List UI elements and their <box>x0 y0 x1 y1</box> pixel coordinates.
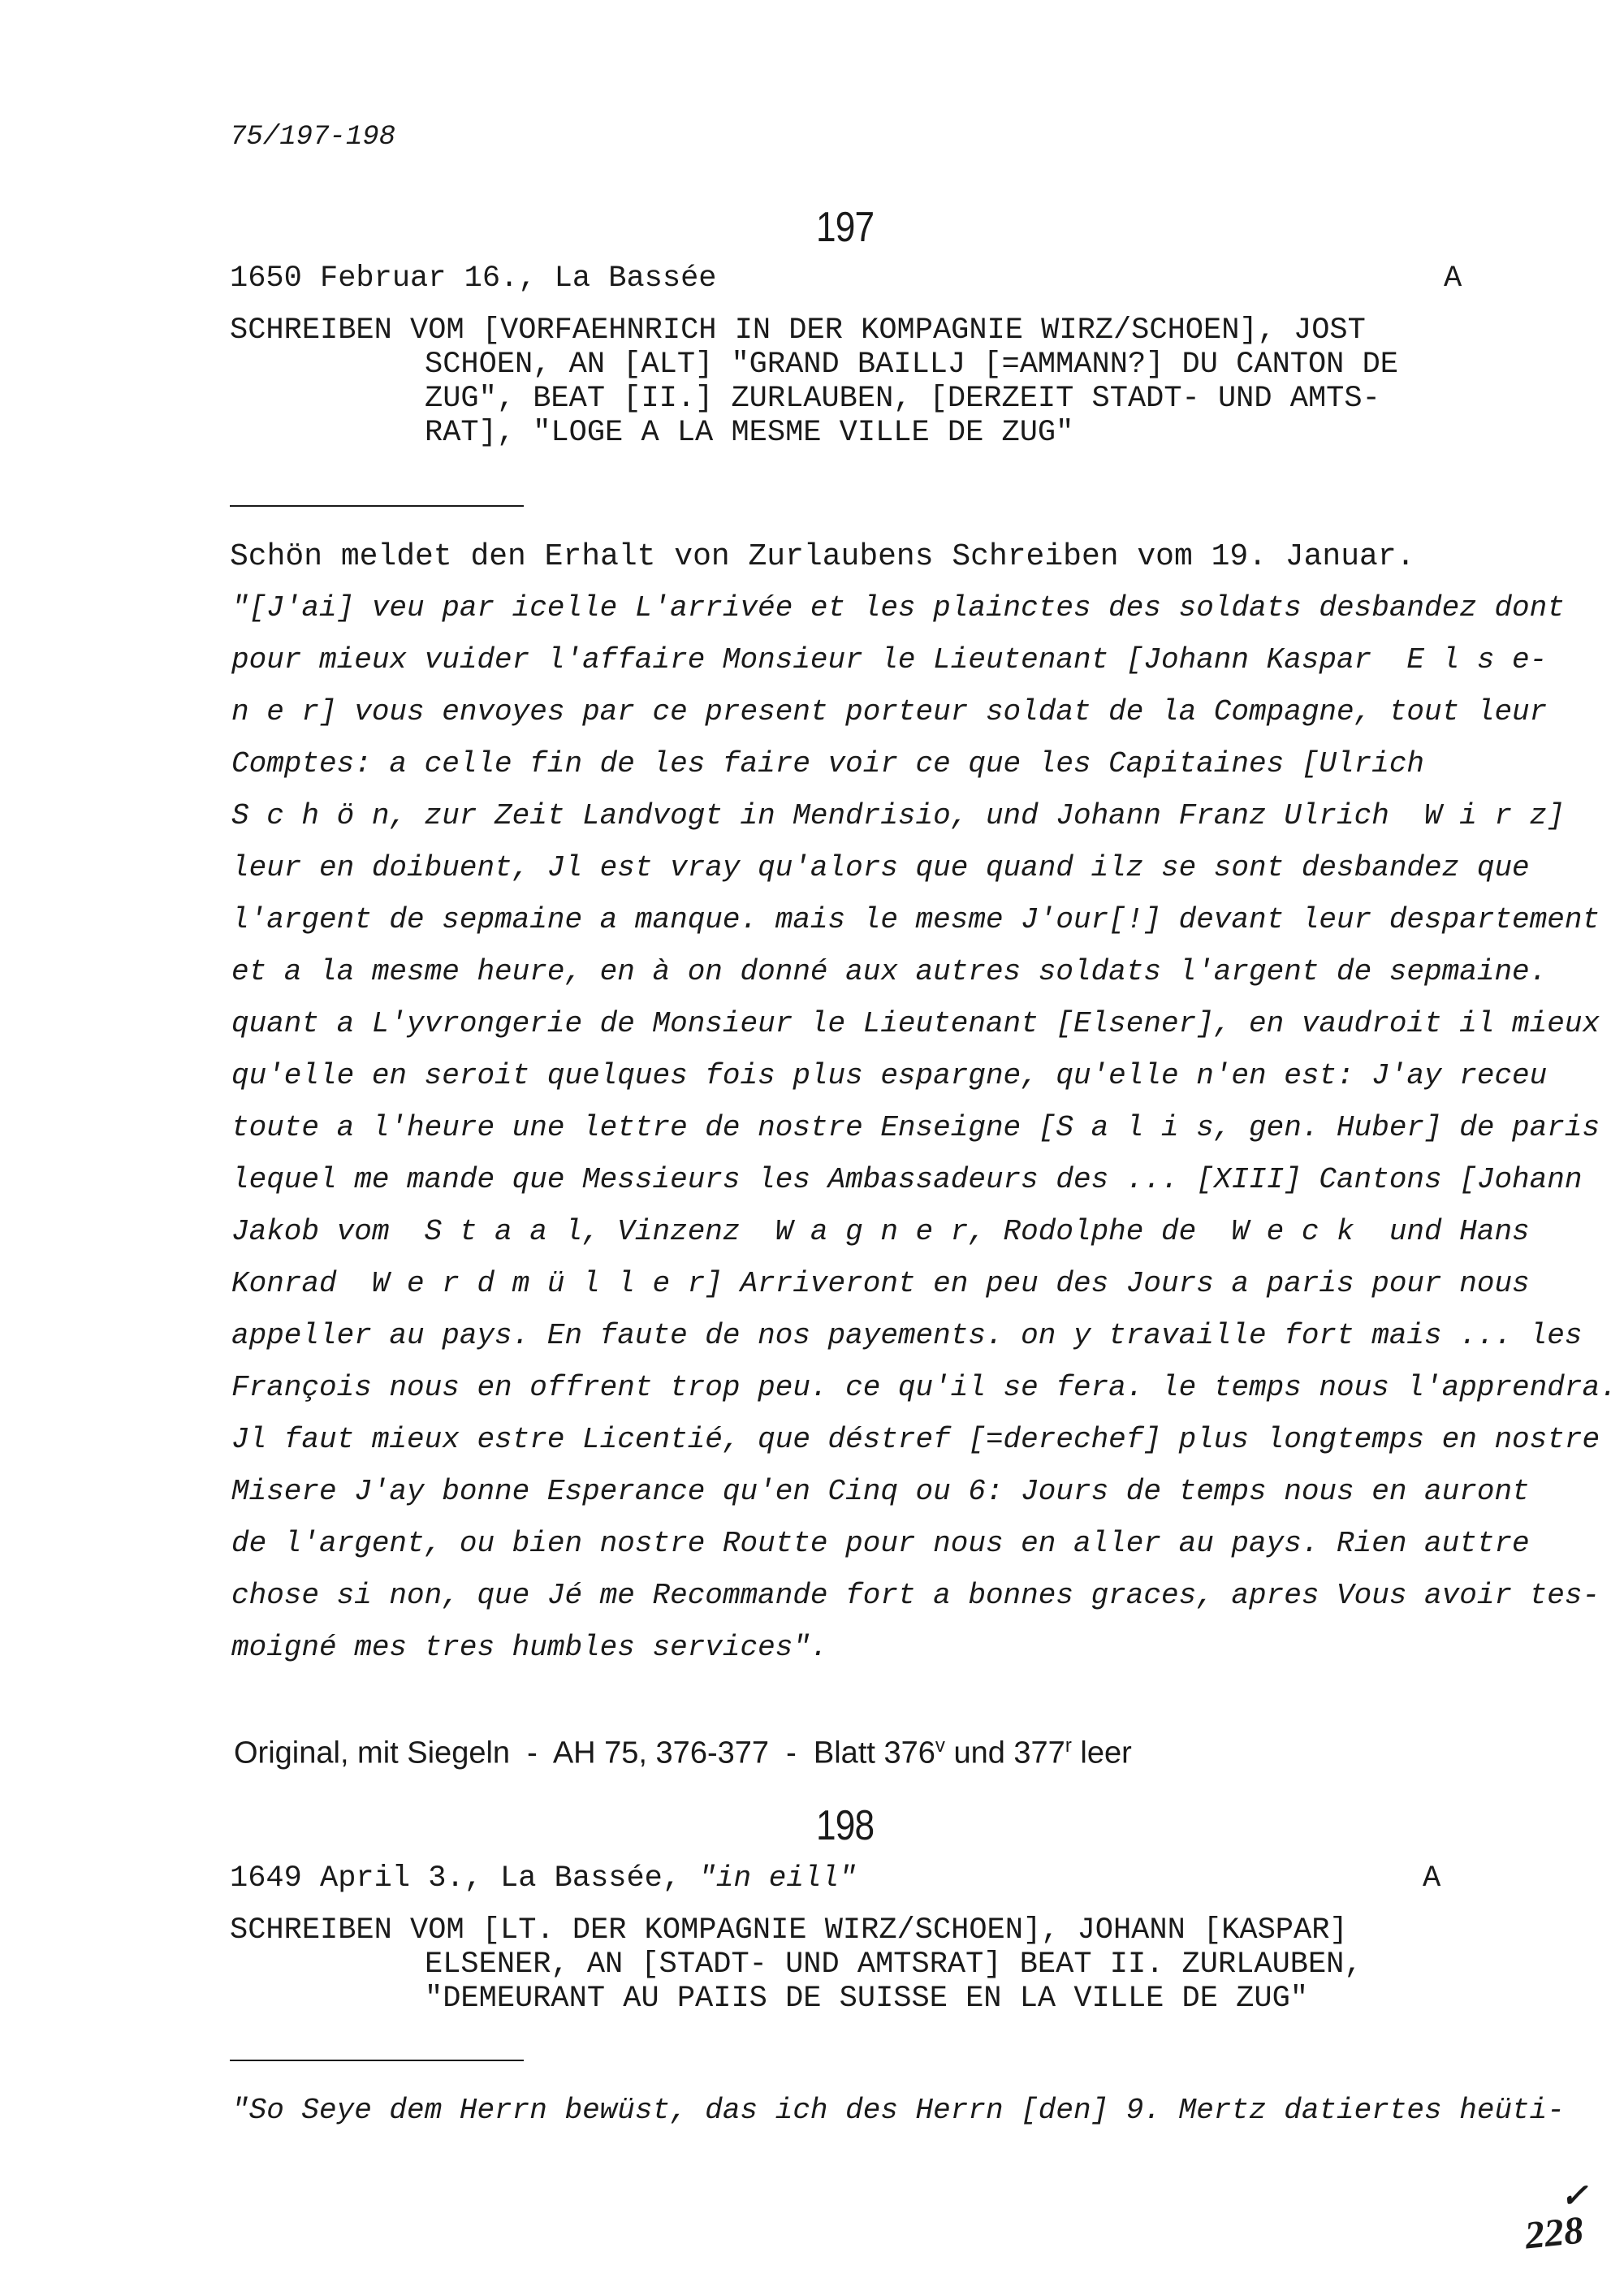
source-sup-recto: r <box>1065 1735 1072 1757</box>
source-prefix: Original, mit Siegeln - AH 75, 376-377 - Blatt 376 <box>234 1736 935 1770</box>
quote-line: quant a L'yvrongerie de Monsieur le Lieutenant [Elsener], en vaudroit il mieux <box>231 1007 1600 1040</box>
quote-line: Jl faut mieux estre Licentié, que déstref [=derechef] plus longtemps en nostre <box>231 1423 1600 1456</box>
quote-line: François nous en offrent trop peu. ce qu'il se fera. le temps nous l'apprendra. <box>231 1371 1618 1404</box>
quote-line: Comptes: a celle fin de les faire voir ce que les Capitaines [Ulrich <box>231 747 1425 780</box>
divider-197 <box>230 505 524 507</box>
divider-198 <box>230 2060 524 2061</box>
quote-line: Jakob vom S t a a l, Vinzenz W a g n e r, Rodolphe de W e c k und Hans <box>231 1215 1530 1248</box>
document-number-198: 198 <box>816 1802 875 1849</box>
check-mark-icon: ✓ <box>1561 2177 1588 2214</box>
quote-line: "[J'ai] veu par icelle L'arrivée et les plainctes des soldats desbandez dont <box>231 591 1565 625</box>
title-line: ELSENER, AN [STADT- UND AMTSRAT] BEAT II. ZURLAUBEN, <box>425 1948 1363 1982</box>
quote-line: toute a l'heure une lettre de nostre Enseigne [S a l i s, gen. Huber] de paris <box>231 1111 1600 1144</box>
quote-line: chose si non, que Jé me Recommande fort a bonnes graces, apres Vous avoir tes- <box>231 1579 1600 1612</box>
title-line: SCHREIBEN VOM [VORFAEHNRICH IN DER KOMPAGNIE WIRZ/SCHOEN], JOST <box>230 313 1366 348</box>
source-sup-verso: v <box>935 1735 945 1757</box>
summary-197: Schön meldet den Erhalt von Zurlaubens Schreiben vom 19. Januar. <box>230 539 1415 574</box>
title-line: SCHREIBEN VOM [LT. DER KOMPAGNIE WIRZ/SCHOEN], JOHANN [KASPAR] <box>230 1913 1348 1948</box>
quote-line: moigné mes tres humbles services". <box>231 1631 828 1664</box>
title-line: RAT], "LOGE A LA MESME VILLE DE ZUG" <box>425 416 1074 450</box>
category-197: A <box>1444 262 1462 296</box>
quote-line: pour mieux vuider l'affaire Monsieur le Lieutenant [Johann Kaspar E l s e- <box>231 643 1548 677</box>
reference-header: 75/197-198 <box>230 122 396 153</box>
quote-line: leur en doibuent, Jl est vray qu'alors que quand ilz se sont desbandez que <box>231 851 1530 884</box>
quote-line: n e r] vous envoyes par ce present porteur soldat de la Compagne, tout leur <box>231 695 1548 728</box>
quote-first-line-198: "So Seye dem Herrn bewüst, das ich des Herrn [den] 9. Mertz datiertes heüti- <box>231 2094 1565 2127</box>
quote-line: appeller au pays. En faute de nos payements. on y travaille fort mais ... les <box>231 1319 1583 1352</box>
title-line: SCHOEN, AN [ALT] "GRAND BAILLJ [=AMMANN?] DU CANTON DE <box>425 348 1398 382</box>
title-line: "DEMEURANT AU PAIIS DE SUISSE EN LA VILLE DE ZUG" <box>425 1982 1308 2016</box>
quote-line: S c h ö n, zur Zeit Landvogt in Mendrisio, und Johann Franz Ulrich W i r z] <box>231 799 1565 832</box>
date-place-text: 1649 April 3., La Bassée, <box>230 1861 699 1896</box>
quote-line: et a la mesme heure, en à on donné aux autres soldats l'argent de sepmaine. <box>231 955 1548 988</box>
quote-line: Misere J'ay bonne Esperance qu'en Cinq ou 6: Jours de temps nous en auront <box>231 1475 1530 1508</box>
document-number-197: 197 <box>816 204 875 251</box>
quote-line: l'argent de sepmaine a manque. mais le mesme J'our[!] devant leur despartement <box>231 903 1600 936</box>
quote-line: de l'argent, ou bien nostre Routte pour nous en aller au pays. Rien auttre <box>231 1527 1530 1560</box>
source-mid: und 377 <box>944 1736 1065 1770</box>
category-198: A <box>1423 1861 1441 1896</box>
title-line: ZUG", BEAT [II.] ZURLAUBEN, [DERZEIT STADT- UND AMTS- <box>425 382 1380 416</box>
page-number: 228 <box>1522 2208 1586 2258</box>
quote-line: lequel me mande que Messieurs les Ambassadeurs des ... [XIII] Cantons [Johann <box>231 1163 1583 1196</box>
date-place-197: 1650 Februar 16., La Bassée <box>230 262 717 296</box>
date-place-198 <box>230 1861 857 1896</box>
quote-line: Konrad W e r d m ü l l e r] Arriveront en peu des Jours a paris pour nous <box>231 1267 1530 1300</box>
source-note-197 <box>234 1735 1132 1771</box>
quote-line: qu'elle en seroit quelques fois plus espargne, qu'elle n'en est: J'ay receu <box>231 1059 1548 1092</box>
source-suffix: leer <box>1071 1736 1132 1770</box>
date-place-italic: "in eill" <box>698 1861 857 1895</box>
